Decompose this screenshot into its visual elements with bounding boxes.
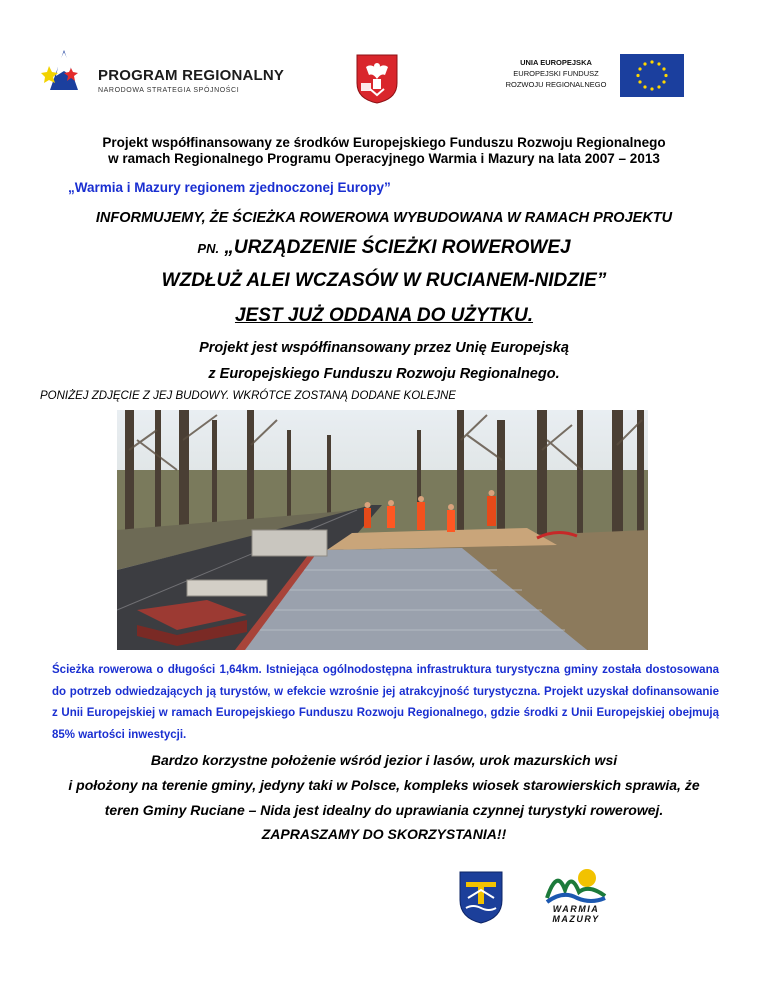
eu-line-2: EUROPEJSKI FUNDUSZ [513,69,599,78]
gmina-ruciane-nida-crest-icon [458,870,504,925]
wm-word-1: WARMIA [552,904,600,914]
invitation-line: ZAPRASZAMY DO SKORZYSTANIA!! [261,826,507,842]
eu-erdf-logo [497,45,687,103]
warmia-mazury-logo [543,862,609,932]
pn-prefix: PN. [197,241,220,256]
cofinance-line-2: w ramach Regionalnego Programu Operacyjnego Warmia i Mazury na lata 2007 – 2013 [108,151,660,166]
warmia-mazury-wave-icon [543,862,609,904]
cofinance-line-1: Projekt współfinansowany ze środków Europejskiego Funduszu Rozwoju Regionalnego [102,135,666,150]
program-subtitle: NARODOWA STRATEGIA SPÓJNOŚCI [98,87,240,94]
project-title-text-1: „URZĄDZENIE ŚCIEŻKI ROWEROWEJ [224,237,571,258]
photo-caption: PONIŻEJ ZDJĘCIE Z JEJ BUDOWY. WKRÓTCE ZOSTANĄ DODANE KOLEJNE [40,390,456,402]
eu-line-1: UNIA EUROPEJSKA [520,58,592,67]
program-regionalny-logo [40,40,290,110]
eu-line-3: ROZWOJU REGIONALNEGO [505,80,607,89]
program-star-icon [40,42,98,100]
project-title-line-3: JEST JUŻ ODDANA DO UŻYTKU. [234,305,534,326]
project-title-line-2: WZDŁUŻ ALEI WCZASÓW W RUCIANEM-NIDZIE” [161,270,607,291]
inform-heading: INFORMUJEMY, ŻE ŚCIEŻKA ROWEROWA WYBUDOWANA W RAMACH PROJEKTU [95,210,673,226]
slogan: „Warmia i Mazury regionem zjednoczonej Europy” [68,180,391,195]
program-title: PROGRAM REGIONALNY [98,67,285,84]
wm-word-2: MAZURY [552,914,600,924]
eu-cofinance-line-1: Projekt jest współfinansowany przez Unię Europejską [199,340,569,356]
warmia-mazury-wordmark [543,904,609,924]
project-title-line-1 [0,237,768,259]
construction-photo [117,410,648,650]
bike-path-construction-image [117,410,648,650]
eu-cofinance-line-2: z Europejskiego Funduszu Rozwoju Regionalnego. [208,366,560,382]
warmia-mazury-crest-icon [355,53,399,105]
closing-line-1: Bardzo korzystne położenie wśród jezior i lasów, urok mazurskich wsi [150,752,618,768]
closing-line-3: teren Gminy Ruciane – Nida jest idealny do uprawiania czynnej turystyki rowerowej. [104,802,664,818]
eu-text-block [497,57,615,90]
eu-flag-icon [620,54,684,97]
closing-line-2: i położony na terenie gminy, jedyny taki w Polsce, kompleks wiosek starowierskich sprawia, że [68,777,700,793]
project-description: Ścieżka rowerowa o długości 1,64km. Istniejąca ogólnodostępna infrastruktura turystyczna gminy została dostosowana do potrzeb odwiedzających ją turystów, w efekcie wzrośnie jej atrakcyjność turystyczna. Projekt uzyskał dofinansowanie z Unii Europejskiej w ramach Europejskiego Funduszu Rozwoju Regionalnego, gdzie środki z Unii Europejskiej obejmują 85% wartości inwestycji. [52,664,719,741]
